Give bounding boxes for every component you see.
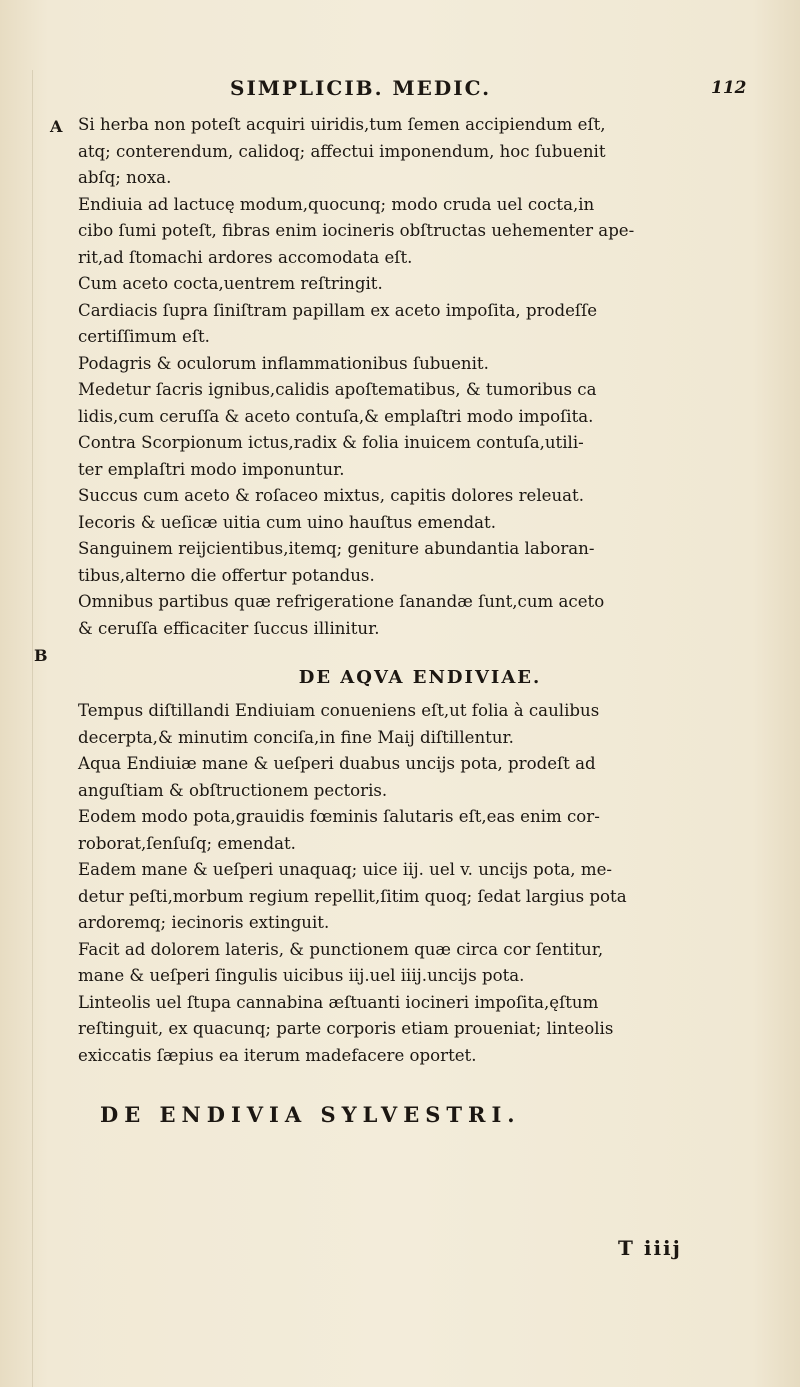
- paragraph: [78, 751, 762, 804]
- paragraph: [78, 271, 762, 298]
- text-line: cibo ſumi poteſt, fibras enim iocineris obſtructas uehementer ape-: [78, 221, 635, 240]
- text-line: Eodem modo pota,grauidis fœminis ſalutaris eſt,eas enim cor-: [78, 807, 600, 826]
- paragraph: [78, 589, 762, 642]
- section-heading: DE ENDIVIA SYLVESTRI.: [100, 1102, 521, 1127]
- paragraph: [78, 857, 762, 937]
- text-line: Eadem mane & ueſperi unaquaq; uice iij. uel v. uncijs pota, me-: [78, 860, 613, 879]
- paragraph: [78, 298, 762, 351]
- text-line: detur peſti,morbum regium repellit,ſitim quoq; ſedat largius pota: [78, 886, 627, 906]
- section-heading: DE AQVA ENDIVIAE.: [298, 667, 542, 688]
- page-edge-shadow: [32, 70, 33, 1387]
- text-line: Succus cum aceto & roſaceo mixtus, capitis dolores releuat.: [78, 486, 584, 505]
- text-line: abſq; noxa.: [78, 168, 172, 187]
- margin-mark-a: A: [50, 117, 63, 136]
- paragraph: [78, 698, 762, 751]
- text-line: Iecoris & ueſicæ uitia cum uino hauſtus emendat.: [78, 512, 497, 532]
- text-line: Facit ad dolorem lateris, & punctionem quæ circa cor ſentitur,: [78, 939, 604, 959]
- text-line: lidis,cum ceruſſa & aceto contuſa,& emplaſtri modo impoſita.: [78, 406, 594, 426]
- paragraph: [78, 377, 762, 430]
- paragraph: [78, 112, 762, 192]
- paragraph: [78, 351, 762, 378]
- text-line: certiſſimum eſt.: [78, 327, 210, 346]
- text-line: Cum aceto cocta,uentrem reſtringit.: [78, 274, 383, 293]
- paragraph: [78, 430, 762, 483]
- text-line: & ceruſſa efficaciter ſuccus illinitur.: [78, 618, 380, 638]
- paragraph: [78, 990, 762, 1070]
- text-line: Endiuia ad lactucę modum,quocunq; modo cruda uel cocta,in: [78, 194, 595, 214]
- text-line: anguſtiam & obſtructionem pectoris.: [78, 780, 388, 800]
- text-line: Contra Scorpionum ictus,radix & folia inuicem contuſa,utili-: [78, 433, 584, 452]
- paragraph: [78, 483, 762, 510]
- folio-number: 112: [711, 78, 747, 98]
- text-line: Aqua Endiuiæ mane & ueſperi duabus uncijs pota, prodeſt ad: [78, 754, 596, 773]
- text-line: tibus,alterno die offertur potandus.: [78, 565, 375, 585]
- text-line: decerpta,& minutim conciſa,in fine Maij diſtillentur.: [78, 727, 514, 747]
- running-head-title: SIMPLICIB. MEDIC.: [230, 76, 492, 100]
- text-line: reſtinguit, ex quacunq; parte corporis etiam proueniat; linteolis: [78, 1019, 614, 1038]
- text-line: roborat,ſenſuſq; emendat.: [78, 833, 296, 853]
- text-line: exiccatis ſæpius ea iterum madefacere oportet.: [78, 1045, 477, 1065]
- text-line: Omnibus partibus quæ refrigeratione ſanandæ ſunt,cum aceto: [78, 592, 605, 611]
- paragraph: [78, 536, 762, 589]
- text-line: ardoremq; iecinoris extinguit.: [78, 913, 330, 932]
- text-line: Podagris & oculorum inflammationibus ſubuenit.: [78, 353, 489, 373]
- page-body: [78, 112, 762, 1135]
- text-line: Si herba non poteſt acquiri uiridis,tum ſemen accipiendum eſt,: [78, 115, 606, 134]
- text-line: Linteolis uel ſtupa cannabina æſtuanti iocineri impoſita,ęſtum: [78, 992, 599, 1012]
- text-line: Tempus diſtillandi Endiuiam conueniens eſt,ut folia à caulibus: [78, 701, 600, 720]
- signature-catchword: T iiij: [618, 1236, 682, 1260]
- margin-mark-b: B: [34, 646, 48, 665]
- text-line: Sanguinem reijcientibus,itemq; geniture abundantia laboran-: [78, 539, 595, 558]
- text-line: rit,ad ſtomachi ardores accomodata eſt.: [78, 247, 413, 267]
- text-line: atq; conterendum, calidoq; affectui imponendum, hoc ſubuenit: [78, 141, 606, 161]
- running-head: [0, 76, 800, 106]
- text-line: Medetur ſacris ignibus,calidis apoſtematibus, & tumoribus ca: [78, 380, 597, 399]
- paragraph: [78, 804, 762, 857]
- paragraph: [78, 192, 762, 272]
- text-line: Cardiacis ſupra ſiniſtram papillam ex aceto impoſita, prodeſſe: [78, 300, 598, 320]
- paragraph: [78, 510, 762, 537]
- text-line: mane & ueſperi ſingulis uicibus iij.uel iiij.uncijs pota.: [78, 966, 525, 985]
- text-line: ter emplaſtri modo imponuntur.: [78, 459, 345, 479]
- paragraph: [78, 937, 762, 990]
